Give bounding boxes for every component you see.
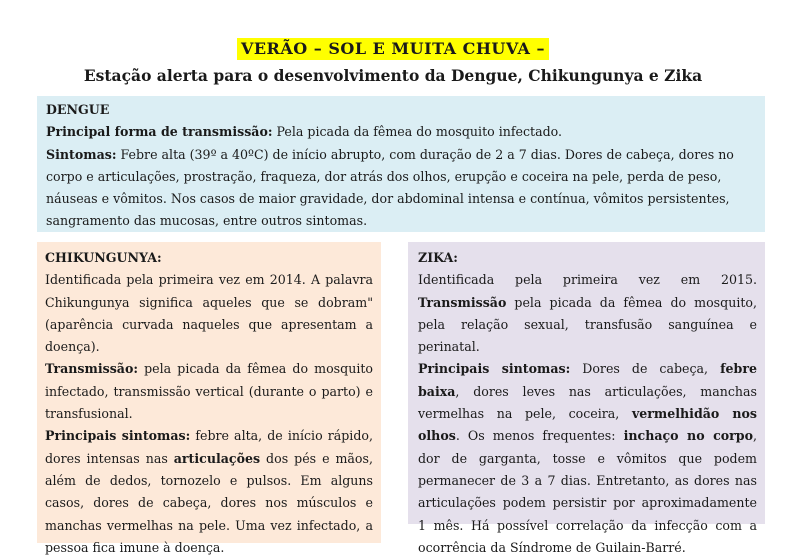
chikungunya-symptoms-text-1: febre alta, de início rápido, dores intensas nas — [45, 428, 373, 466]
zika-intro — [418, 269, 757, 358]
chikungunya-symptoms-bold: articulações — [173, 450, 261, 466]
chikungunya-transmission — [45, 358, 373, 425]
chikungunya-transmission-text: pela picada da fêmea do mosquito infectado, transmissão vertical (durante o parto) e transfusional. — [45, 361, 373, 422]
dengue-transmission — [46, 121, 757, 143]
chikungunya-transmission-label: Transmissão: — [45, 361, 138, 377]
zika-bold-swelling: inchaço no corpo — [623, 428, 753, 444]
page-subtitle: Estação alerta para o desenvolvimento da Dengue, Chikungunya e Zika — [83, 66, 703, 85]
chikungunya-intro: Identificada pela primeira vez em 2014. A palavra Chikungunya significa aqueles que se dobram" (aparência curvada naqueles que apresentam a doença). — [45, 272, 373, 355]
dengue-symptoms-label: Sintomas: — [46, 146, 117, 162]
zika-box — [408, 242, 765, 555]
dengue-box — [37, 96, 765, 232]
zika-symptoms-text-4: , dor de garganta, tosse e vômitos que podem permanecer de 3 a 7 dias. Entretanto, as dores nas articulações podem persistir por aproximadamente 1 mês. Há possível correlação da infecção com a ocorrência da Síndrome de Guilain-Barré. — [418, 428, 757, 555]
page-title: VERÃO – SOL E MUITA CHUVA – — [237, 38, 549, 60]
dengue-heading: DENGUE — [46, 102, 110, 117]
zika-transmission-label: Transmissão — [418, 294, 507, 310]
dengue-transmission-text: Pela picada da fêmea do mosquito infectado. — [272, 124, 563, 140]
zika-symptoms-text-1: Dores de cabeça, — [570, 361, 721, 377]
zika-intro-text: Identificada pela primeira vez em 2015. — [418, 272, 757, 288]
zika-transmission-text: pela picada da fêmea do mosquito, pela relação sexual, transfusão sanguínea e perinatal. — [418, 294, 757, 355]
chikungunya-heading: CHIKUNGUNYA: — [45, 250, 162, 265]
zika-heading: ZIKA: — [418, 250, 458, 265]
zika-bold-fever: febre baixa — [418, 361, 757, 399]
chikungunya-box — [37, 242, 381, 555]
chikungunya-symptoms — [45, 425, 373, 559]
dengue-symptoms-text: Febre alta (39º a 40ºC) de início abrupto, com duração de 2 a 7 dias. Dores de cabeça, dores no corpo e articulações, prostração, fraqueza, dor atrás dos olhos, erupção e coceira na pele, perda de peso, náuseas e vômitos. Nos casos de maior gravidade, dor abdominal intensa e contínua, vômitos persistentes, sangramento das mucosas, entre outros sintomas. — [46, 146, 734, 229]
zika-symptoms-text-2: , dores leves nas articulações, manchas vermelhas na pele, coceira, — [418, 383, 757, 422]
chikungunya-symptoms-label: Principais sintomas: — [45, 428, 191, 444]
dengue-transmission-label: Principal forma de transmissão: — [46, 124, 273, 140]
title-wrapper — [0, 38, 786, 60]
dengue-symptoms — [46, 144, 757, 233]
zika-symptoms-label: Principais sintomas: — [418, 361, 571, 377]
zika-symptoms-text-3: . Os menos frequentes: — [455, 428, 624, 444]
chikungunya-symptoms-text-2: dos pés e mãos, além de dedos, tornozelo e pulsos. Em alguns casos, dores de cabeça, dores nos músculos e manchas vermelhas na pele. Uma vez infectado, a pessoa fica imune à doença. — [45, 450, 373, 555]
zika-bold-eyes: vermelhidão nos olhos — [418, 406, 757, 444]
zika-symptoms — [418, 358, 757, 559]
